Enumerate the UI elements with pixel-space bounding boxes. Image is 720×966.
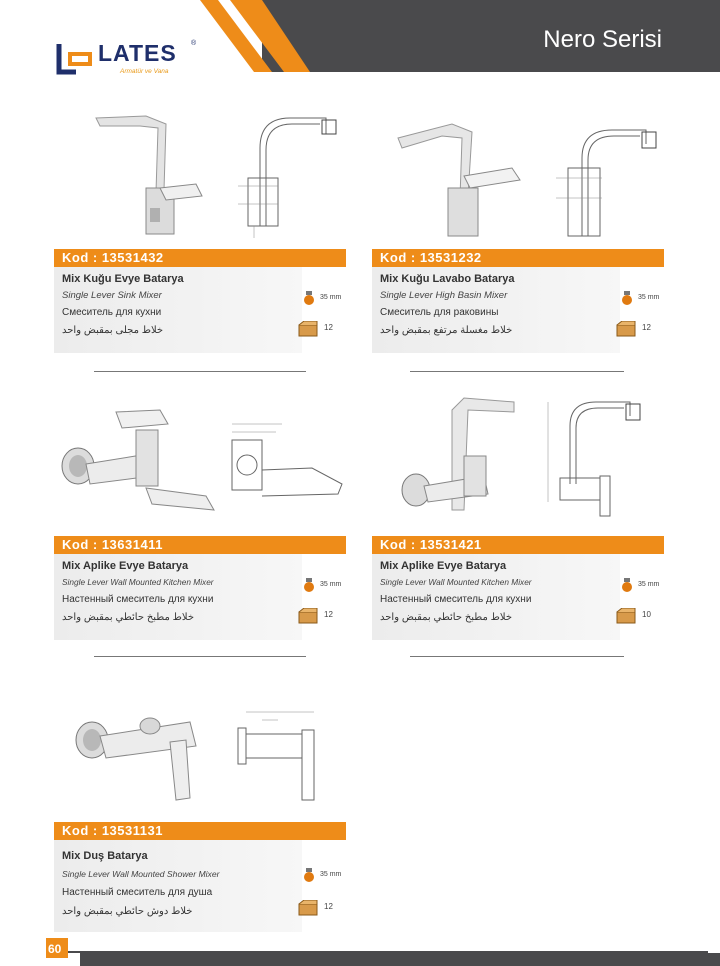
box-icon bbox=[298, 608, 318, 624]
product-code: Kod : 13631411 bbox=[54, 536, 346, 554]
cartridge-size: 35 mm bbox=[320, 581, 342, 588]
product-image-3 bbox=[56, 404, 226, 524]
logo-name: LATES bbox=[98, 40, 177, 66]
product-code: Kod : 13531232 bbox=[372, 249, 664, 267]
cartridge-icon bbox=[620, 291, 634, 305]
technical-drawing-5 bbox=[222, 704, 342, 804]
cartridge-icon bbox=[302, 291, 316, 305]
product-image-2 bbox=[392, 116, 532, 246]
cartridge-icon bbox=[302, 578, 316, 592]
technical-drawing-2 bbox=[536, 118, 666, 248]
product-name-ru: Смеситель для раковины bbox=[380, 307, 499, 318]
product-card-2 bbox=[372, 249, 664, 353]
product-name-en: Single Lever Wall Mounted Shower Mixer bbox=[62, 869, 220, 879]
product-image-1 bbox=[86, 108, 206, 248]
product-name-en: Single Lever High Basin Mixer bbox=[380, 290, 508, 301]
product-name-ru: Настенный смеситель для кухни bbox=[62, 594, 214, 605]
series-title: Nero Serisi bbox=[543, 26, 662, 53]
product-name-ru: Настенный смеситель для кухни bbox=[380, 594, 532, 605]
technical-drawing-1 bbox=[218, 108, 348, 243]
product-name: Mix Duş Batarya bbox=[62, 850, 148, 862]
header-orange-stripes bbox=[200, 0, 310, 72]
product-name-en: Single Lever Wall Mounted Kitchen Mixer bbox=[62, 577, 214, 587]
product-name-ru: Настенный смеситель для душа bbox=[62, 887, 213, 898]
brand-logo bbox=[56, 38, 216, 80]
logo-tagline: Armatür ve Vana bbox=[120, 68, 169, 75]
footer-bar bbox=[80, 953, 720, 966]
product-code: Kod : 13531421 bbox=[372, 536, 664, 554]
box-quantity: 10 bbox=[642, 610, 651, 619]
product-card-5 bbox=[54, 822, 346, 932]
product-code: Kod : 13531131 bbox=[54, 822, 346, 840]
box-quantity: 12 bbox=[324, 610, 333, 619]
box-icon bbox=[616, 608, 636, 624]
cartridge-size: 35 mm bbox=[638, 294, 660, 301]
box-quantity: 12 bbox=[324, 323, 333, 332]
box-icon bbox=[298, 321, 318, 337]
product-image-5 bbox=[70, 712, 220, 812]
product-card-1 bbox=[54, 249, 346, 353]
product-name-en: Single Lever Wall Mounted Kitchen Mixer bbox=[380, 577, 532, 587]
product-code: Kod : 13531432 bbox=[54, 249, 346, 267]
box-quantity: 12 bbox=[642, 323, 651, 332]
cartridge-size: 35 mm bbox=[320, 294, 342, 301]
divider bbox=[94, 371, 306, 372]
product-name-en: Single Lever Sink Mixer bbox=[62, 290, 162, 301]
logo-registered: ® bbox=[191, 40, 197, 47]
divider bbox=[410, 371, 624, 372]
box-quantity: 12 bbox=[324, 902, 333, 911]
product-name-ar: خلاط مطبخ حائطي بمقبض واحد bbox=[380, 612, 513, 623]
logo-mark-icon bbox=[56, 42, 94, 76]
product-name: Mix Aplike Evye Batarya bbox=[380, 560, 507, 572]
product-name: Mix Aplike Evye Batarya bbox=[62, 560, 189, 572]
page-number: 60 bbox=[48, 942, 62, 956]
product-name-ar: خلاط مجلى بمقبض واحد bbox=[62, 325, 164, 336]
product-name: Mix Kuğu Evye Batarya bbox=[62, 273, 184, 285]
cartridge-size: 35 mm bbox=[320, 871, 342, 878]
product-card-3 bbox=[54, 536, 346, 640]
cartridge-icon bbox=[620, 578, 634, 592]
technical-drawing-4 bbox=[530, 392, 660, 522]
product-name-ar: خلاط مغسلة مرتفع بمقبض واحد bbox=[380, 325, 513, 336]
cartridge-size: 35 mm bbox=[638, 581, 660, 588]
divider bbox=[410, 656, 624, 657]
product-card-4 bbox=[372, 536, 664, 640]
product-name-ar: خلاط مطبخ حائطي بمقبض واحد bbox=[62, 612, 195, 623]
cartridge-icon bbox=[302, 868, 316, 882]
product-name: Mix Kuğu Lavabo Batarya bbox=[380, 273, 515, 285]
product-name-ru: Смеситель для кухни bbox=[62, 307, 162, 318]
divider bbox=[94, 656, 306, 657]
technical-drawing-3 bbox=[222, 410, 352, 510]
product-image-4 bbox=[398, 390, 528, 530]
product-name-ar: خلاط دوش حائطي بمقبض واحد bbox=[62, 906, 193, 917]
box-icon bbox=[298, 900, 318, 916]
box-icon bbox=[616, 321, 636, 337]
